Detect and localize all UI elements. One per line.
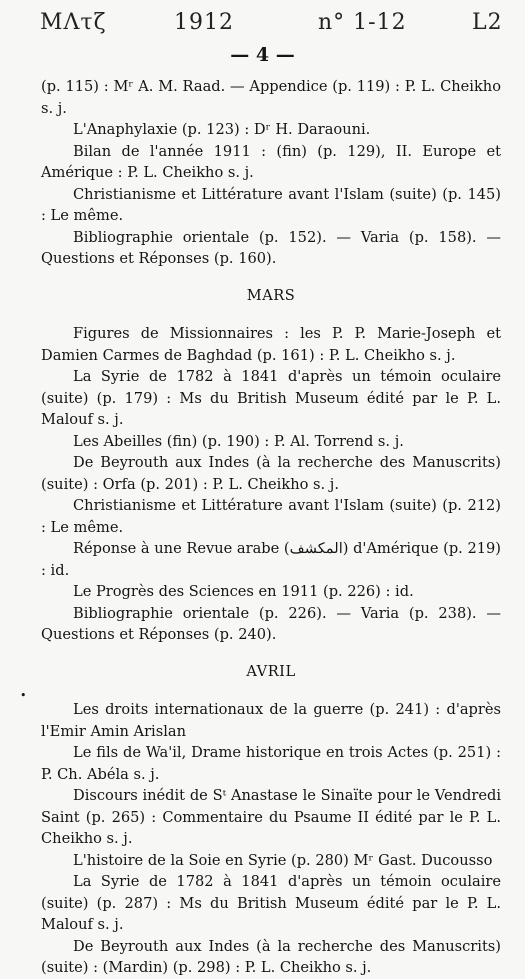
toc-entry: Bibliographie orientale (p. 152). — Varia (p. 158). — Questions et Réponses (p. 160).	[41, 228, 501, 267]
toc-entry: Le fils de Wa'il, Drame historique en trois Actes (p. 251) : P. Ch. Abéla s. j.	[41, 744, 501, 783]
toc-entry: Figures de Missionnaires : les P. P. Marie-Joseph et Damien Carmes de Baghdad (p. 161) : P. L. Cheikho s. j.	[41, 325, 501, 364]
toc-entry: Discours inédit de Sᵗ Anastase le Sinaïte pour le Vendredi Saint (p. 265) : Commentaire du Psaume II édité par le P. L. Cheikho s. j.	[41, 787, 501, 847]
toc-entry: De Beyrouth aux Indes (à la recherche des Manuscrits) (suite) : (Mardin) (p. 298) : P. L. Cheikho s. j.	[41, 937, 501, 976]
toc-entry: Bibliographie orientale (p. 226). — Varia (p. 238). — Questions et Réponses (p. 240).	[41, 604, 501, 643]
table-of-contents	[41, 76, 501, 979]
handwritten-note: ΜΛτζ	[40, 10, 107, 35]
section-heading-mars: MARS	[246, 286, 296, 304]
page-number: — 4 —	[230, 44, 295, 66]
toc-entry: Les droits internationaux de la guerre (p. 241) : d'après l'Emir Amin Arislan	[41, 701, 501, 740]
handwritten-year: 1912	[174, 10, 234, 35]
toc-entry: Le Progrès des Sciences en 1911 (p. 226) : id.	[73, 583, 414, 600]
toc-entry: Christianisme et Littérature avant l'Islam (suite) (p. 212) : Le même.	[41, 497, 501, 536]
section-heading-avril: AVRIL	[246, 662, 296, 680]
handwritten-issue-range: n° 1-12	[318, 10, 407, 35]
toc-entry: Bilan de l'année 1911 : (fin) (p. 129), II. Europe et Amérique : P. L. Cheikho s. j.	[41, 142, 501, 181]
toc-entry: De Beyrouth aux Indes (à la recherche des Manuscrits) (suite) : Orfa (p. 201) : P. L. Cheikho s. j.	[41, 454, 501, 493]
toc-entry: Christianisme et Littérature avant l'Islam (suite) (p. 145) : Le même.	[41, 185, 501, 224]
toc-entry: Les Abeilles (fin) (p. 190) : P. Al. Torrend s. j.	[73, 432, 404, 450]
toc-entry: Réponse à une Revue arabe (المكشف) d'Amérique (p. 219) : id.	[41, 540, 502, 579]
handwritten-code: L2	[472, 10, 503, 35]
toc-entry: La Syrie de 1782 à 1841 d'après un témoin oculaire (suite) (p. 287) : Ms du British Museum édité par le P. L. Malouf s. j.	[41, 873, 501, 933]
toc-entry: La Syrie de 1782 à 1841 d'après un témoin oculaire (suite) (p. 179) : Ms du British Museum édité par le P. L. Malouf s. j.	[41, 368, 501, 428]
toc-entry: (p. 115) : Mʳ A. M. Raad. — Appendice (p. 119) : P. L. Cheikho s. j.	[41, 78, 501, 117]
margin-dot: •	[20, 689, 27, 702]
toc-entry: L'Anaphylaxie (p. 123) : Dʳ H. Daraouni.	[73, 121, 371, 138]
toc-entry: L'histoire de la Soie en Syrie (p. 280) Mʳ Gast. Ducousso	[73, 851, 493, 869]
